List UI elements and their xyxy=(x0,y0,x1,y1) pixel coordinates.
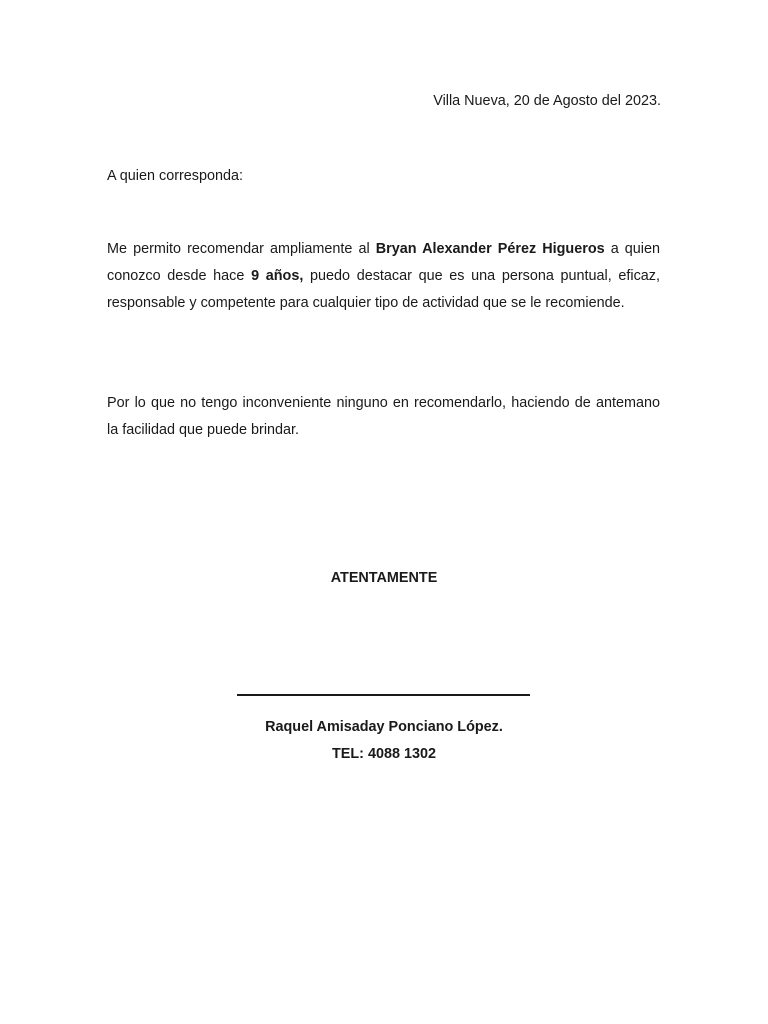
salutation: A quien corresponda: xyxy=(107,168,244,184)
years-known: 9 años, xyxy=(251,268,304,284)
recommendation-paragraph xyxy=(107,236,660,317)
signer-name: Raquel Amisaday Ponciano López. xyxy=(265,719,503,735)
signer-phone: TEL: 4088 1302 xyxy=(332,746,436,762)
recommended-person-name: Bryan Alexander Pérez Higueros xyxy=(375,241,605,257)
signature-line xyxy=(237,694,530,696)
closing-paragraph: Por lo que no tengo inconveniente ninguno en recomendarlo, haciendo de antemano la facilidad que puede brindar. xyxy=(107,395,660,438)
paragraph-text-part3: puedo destacar que es una persona puntual, eficaz, responsable y competente para cualquier tipo de actividad que se le recomiende. xyxy=(107,268,661,311)
paragraph-text-part1: Me permito recomendar ampliamente al xyxy=(107,241,376,257)
closing-word: ATENTAMENTE xyxy=(330,570,438,586)
date-line: Villa Nueva, 20 de Agosto del 2023. xyxy=(433,93,661,109)
paragraph-text-part2: a quien conozco desde hace xyxy=(107,241,661,284)
